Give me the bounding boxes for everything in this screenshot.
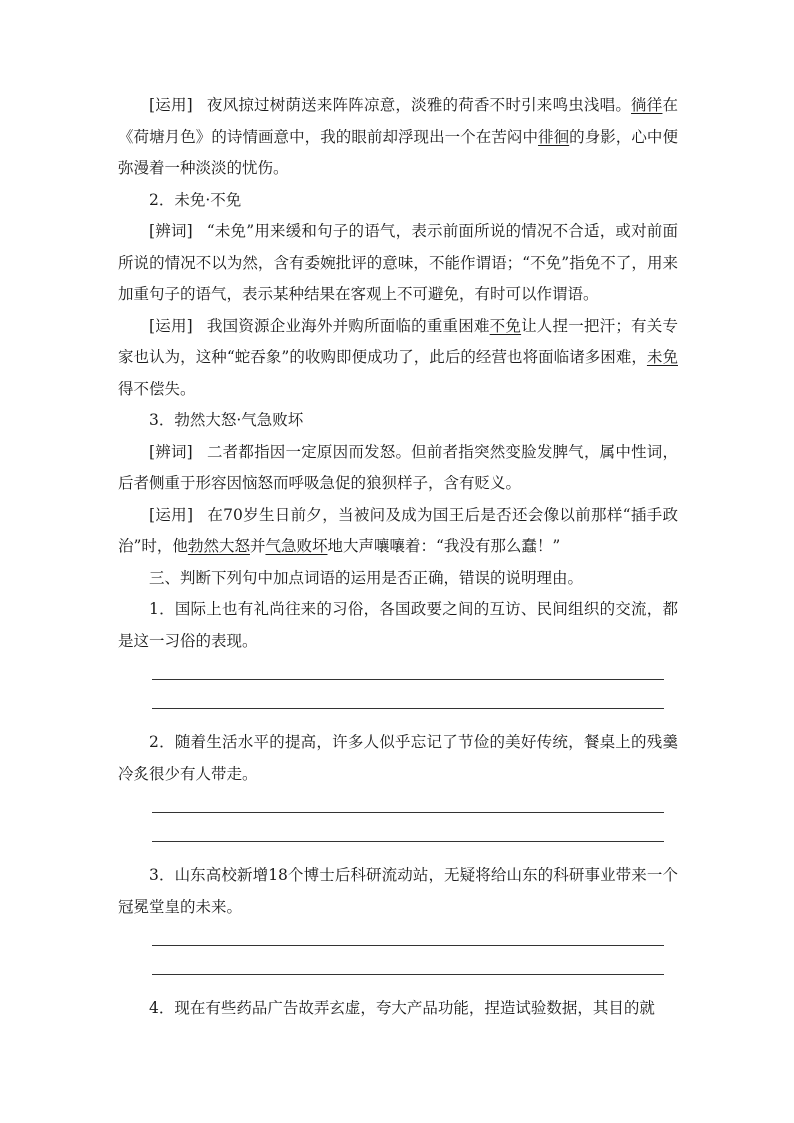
text-run: 的身影，心中便弥漫着一种淡淡的忧伤。 (118, 127, 678, 177)
usage-paragraph-2 (118, 311, 678, 406)
answer-line (152, 974, 664, 975)
usage-paragraph-3 (118, 500, 678, 563)
text-run: 让人捏一把汗；有关专家也认为，这种“蛇吞象”的收购即便成功了，此后的经营也将面临诸多困难， (118, 316, 678, 366)
word-pair-heading-2: 2．未免·不免 (149, 190, 242, 209)
answer-line (152, 945, 664, 946)
word-pair-heading-3: 3．勃然大怒·气急败坏 (149, 411, 304, 429)
text-run: 在《荷塘月色》的诗情画意中，我的眼前却浮现出一个在苦闷中 (118, 96, 678, 146)
answer-line (152, 841, 664, 842)
text-run: 我国资源企业海外并购所面临的重重困难 (206, 316, 490, 335)
usage-tag: [运用] (149, 316, 193, 335)
usage-tag: [运用] (149, 96, 193, 114)
text-run: 并 (249, 537, 266, 555)
question-1: 1．国际上也有礼尚往来的习俗，各国政要之间的互访、民间组织的交流，都是这一习俗的表现。 (118, 600, 678, 650)
text-run: 地大声嚷嚷着：“我没有那么蠢！” (327, 537, 561, 555)
distinction-tag: [辨词] (149, 222, 193, 240)
usage-tag: [运用] (149, 505, 194, 524)
distinction-tag: [辨词] (149, 442, 193, 461)
answer-line (152, 679, 664, 680)
underlined-word: 不免 (489, 316, 522, 335)
question-2: 2．随着生活水平的提高，许多人似乎忘记了节俭的美好传统，餐桌上的残羹冷炙很少有人带走。 (118, 733, 678, 783)
underlined-word: 未免 (646, 348, 678, 366)
answer-line (152, 812, 664, 813)
question-3: 3．山东高校新增18个博士后科研流动站，无疑将给山东的科研事业带来一个冠冕堂皇的未来。 (118, 866, 678, 916)
usage-paragraph-1 (118, 90, 678, 185)
distinction-paragraph-2 (118, 216, 678, 311)
underlined-word: 勃然大怒 (187, 537, 250, 555)
section-heading-3: 三、判断下列句中加点词语的运用是否正确，错误的说明理由。 (149, 568, 584, 587)
underlined-word: 徜徉 (631, 96, 663, 114)
underlined-word: 气急败坏 (265, 537, 328, 555)
question-4: 4．现在有些药品广告故弄玄虚，夸大产品功能，捏造试验数据，其目的就 (149, 999, 655, 1017)
text-run: 在70岁生日前夕，当被问及成为国王后是否还会像以前那样“插手政治”时，他 (118, 505, 678, 555)
text-run: “未免”用来缓和句子的语气，表示前面所说的情况不合适，或对前面所说的情况不以为然，含有委婉批评的意味，不能作谓语；“不免”指免不了，用来加重句子的语气，表示某种结果在客观上不可避免，有时可以作谓语。 (118, 222, 678, 303)
answer-line (152, 708, 664, 709)
document-body (118, 90, 678, 1025)
underlined-word: 徘徊 (538, 127, 570, 146)
text-run: 夜风掠过树荫送来阵阵凉意，淡雅的荷香不时引来鸣虫浅唱。 (206, 96, 632, 114)
text-run: 二者都指因一定原因而发怒。但前者指突然变脸发脾气，属中性词，后者侧重于形容因恼怒而呼吸急促的狼狈样子，含有贬义。 (118, 442, 678, 492)
text-run: 得不偿失。 (118, 379, 196, 398)
distinction-paragraph-3 (118, 437, 678, 500)
